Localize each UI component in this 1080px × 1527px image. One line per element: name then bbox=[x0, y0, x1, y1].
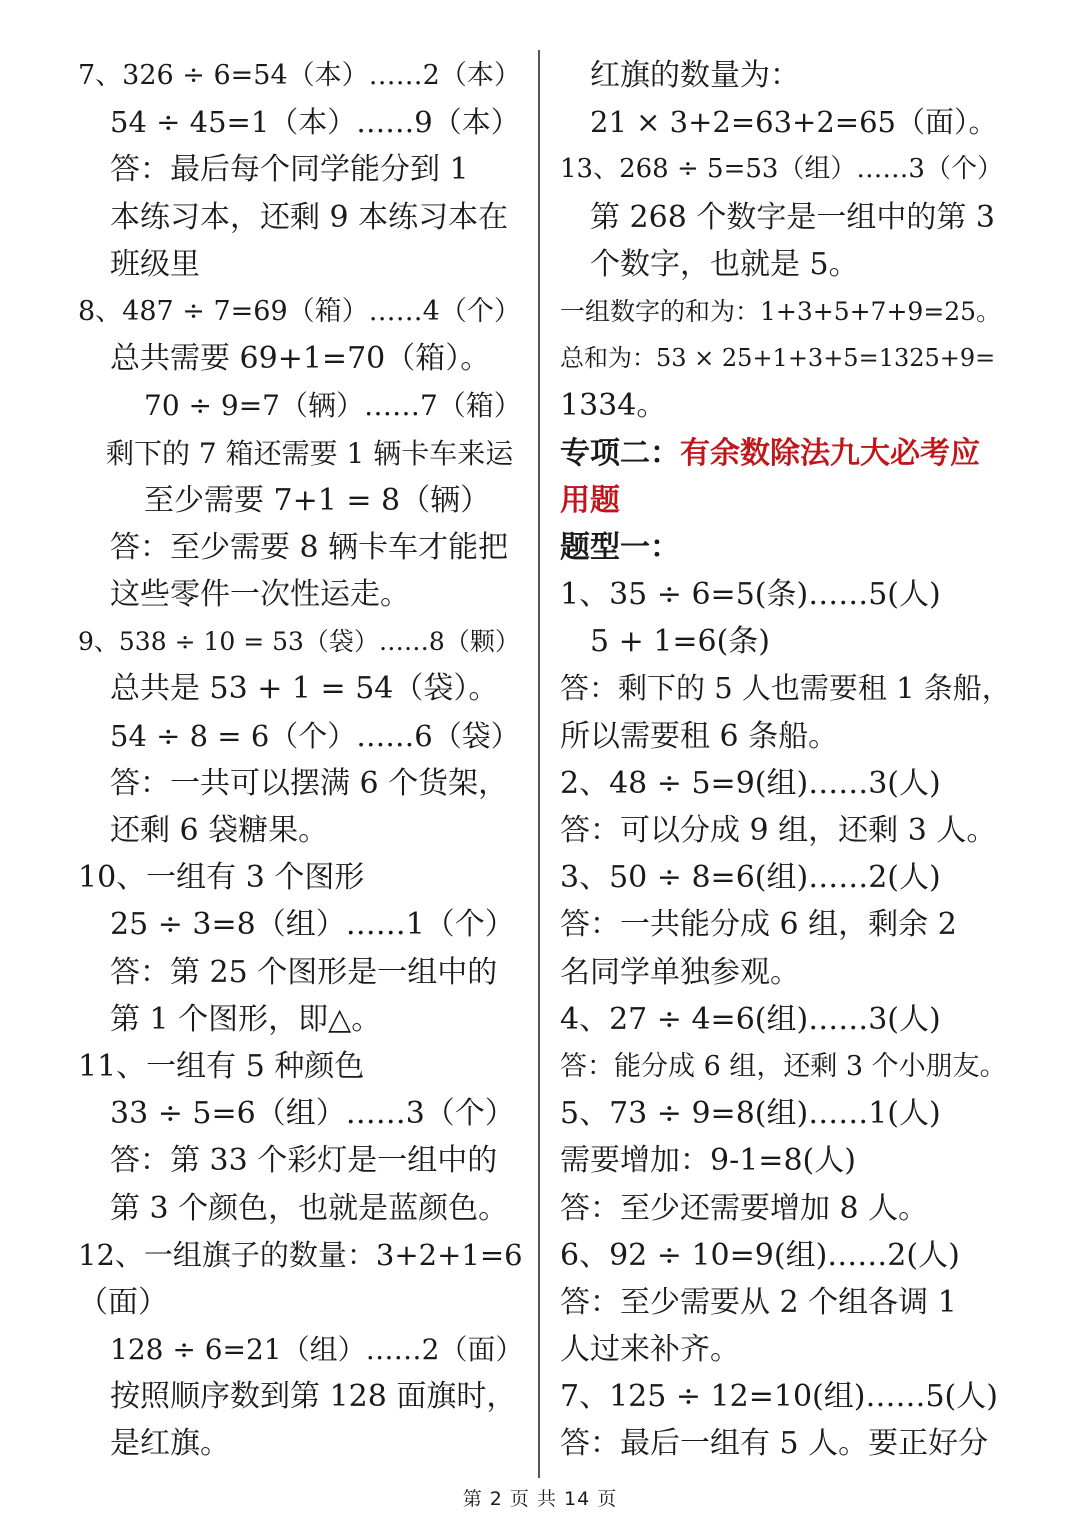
text-line: 3、50 ÷ 8=6(组)……2(人) bbox=[560, 860, 941, 896]
text-line: 21 × 3+2=63+2=65（面）。 bbox=[590, 105, 998, 140]
text-line: 个数字，也就是 5。 bbox=[590, 246, 859, 282]
text-line: 25 ÷ 3=8（组）……1（个） bbox=[110, 907, 515, 943]
text-line: 70 ÷ 9=7（辆）……7（箱） bbox=[144, 389, 522, 423]
section-title: 有余数除法九大必考应 bbox=[680, 435, 980, 471]
text-line: 11、一组有 5 种颜色 bbox=[78, 1048, 365, 1084]
text-line: 这些零件一次性运走。 bbox=[110, 577, 410, 613]
text-line: 答：最后每个同学能分到 1 bbox=[110, 152, 469, 188]
text-line: 第 3 个颜色，也就是蓝颜色。 bbox=[110, 1190, 509, 1226]
section-title-cont: 用题 bbox=[560, 482, 620, 518]
text-line: 9、538 ÷ 10 = 53（袋）……8（颗） bbox=[78, 627, 520, 657]
text-line: 5 + 1=6(条) bbox=[590, 624, 771, 660]
text-line: 至少需要 7+1 = 8（辆） bbox=[144, 482, 491, 518]
section-prefix: 专项二： bbox=[560, 435, 680, 471]
text-line: 本练习本，还剩 9 本练习本在 bbox=[110, 199, 509, 235]
text-line: 需要增加：9-1=8(人) bbox=[560, 1143, 856, 1179]
text-line: 1334。 bbox=[560, 388, 667, 424]
text-line: 剩下的 7 箱还需要 1 辆卡车来运 bbox=[106, 436, 514, 470]
text-line: 6、92 ÷ 10=9(组)……2(人) bbox=[560, 1237, 960, 1273]
text-line: 总共需要 69+1=70（箱）。 bbox=[110, 341, 491, 377]
text-line: 所以需要租 6 条船。 bbox=[560, 718, 839, 754]
text-line: 答：能分成 6 组，还剩 3 个小朋友。 bbox=[560, 1050, 1007, 1082]
text-line: 答：最后一组有 5 人。要正好分 bbox=[560, 1426, 989, 1462]
text-line: 1、35 ÷ 6=5(条)……5(人) bbox=[560, 577, 941, 613]
text-line: 2、48 ÷ 5=9(组)……3(人) bbox=[560, 765, 941, 801]
text-line: 7、125 ÷ 12=10(组)……5(人) bbox=[560, 1379, 998, 1415]
text-line: 总和为：53 × 25+1+3+5=1325+9= bbox=[560, 344, 996, 373]
text-line: 54 ÷ 8 = 6（个）……6（袋） bbox=[110, 718, 520, 753]
text-line: 是红旗。 bbox=[110, 1426, 230, 1462]
text-line: 答：至少需要 8 辆卡车才能把 bbox=[110, 529, 509, 565]
text-line: 总共是 53 + 1 = 54（袋）。 bbox=[110, 671, 499, 707]
section-heading-cont bbox=[560, 477, 1010, 524]
right-column bbox=[560, 52, 1010, 1468]
column-divider bbox=[538, 50, 540, 1478]
text-line: 33 ÷ 5=6（组）……3（个） bbox=[110, 1096, 515, 1132]
text-line: 7、326 ÷ 6=54（本）……2（本） bbox=[78, 60, 521, 91]
text-line: 答：可以分成 9 组，还剩 3 人。 bbox=[560, 813, 997, 848]
left-column bbox=[78, 52, 526, 1468]
text-line: 54 ÷ 45=1（本）……9（本） bbox=[110, 105, 520, 140]
text-line: （面） bbox=[78, 1284, 168, 1320]
text-line: 8、487 ÷ 7=69（箱）……4（个） bbox=[78, 295, 521, 327]
text-line: 答：至少需要从 2 个组各调 1 bbox=[560, 1284, 957, 1320]
text-line: 10、一组有 3 个图形 bbox=[78, 860, 365, 896]
text-line: 答：一共可以摆满 6 个货架， bbox=[110, 765, 509, 801]
text-line: 12、一组旗子的数量：3+2+1=6 bbox=[78, 1237, 523, 1272]
text-line: 5、73 ÷ 9=8(组)……1(人) bbox=[560, 1096, 941, 1132]
text-line: 13、268 ÷ 5=53（组）……3（个） bbox=[560, 154, 1003, 185]
text-line: 答：至少还需要增加 8 人。 bbox=[560, 1190, 929, 1226]
text-line: 答：第 33 个彩灯是一组中的 bbox=[110, 1143, 498, 1179]
text-line: 班级里 bbox=[110, 246, 200, 282]
section-heading bbox=[560, 430, 1010, 477]
subheading: 题型一： bbox=[560, 529, 680, 565]
text-line: 答：一共能分成 6 组，剩余 2 bbox=[560, 907, 957, 943]
text-line: 按照顺序数到第 128 面旗时， bbox=[110, 1379, 517, 1415]
text-line: 一组数字的和为：1+3+5+7+9=25。 bbox=[560, 296, 1002, 326]
text-line: 第 1 个图形，即△。 bbox=[110, 1001, 382, 1037]
page-footer: 第 2 页 共 14 页 bbox=[462, 1488, 618, 1510]
text-line: 名同学单独参观。 bbox=[560, 954, 800, 990]
text-line: 答：剩下的 5 人也需要租 1 条船， bbox=[560, 671, 1011, 706]
text-line: 第 268 个数字是一组中的第 3 bbox=[590, 199, 995, 235]
text-line: 4、27 ÷ 4=6(组)……3(人) bbox=[560, 1001, 941, 1037]
text-line: 人过来补齐。 bbox=[560, 1332, 740, 1368]
text-line: 还剩 6 袋糖果。 bbox=[110, 813, 329, 848]
text-line: 答：第 25 个图形是一组中的 bbox=[110, 954, 498, 990]
text-line: 128 ÷ 6=21（组）……2（面） bbox=[110, 1333, 524, 1367]
text-line: 红旗的数量为： bbox=[590, 58, 800, 93]
